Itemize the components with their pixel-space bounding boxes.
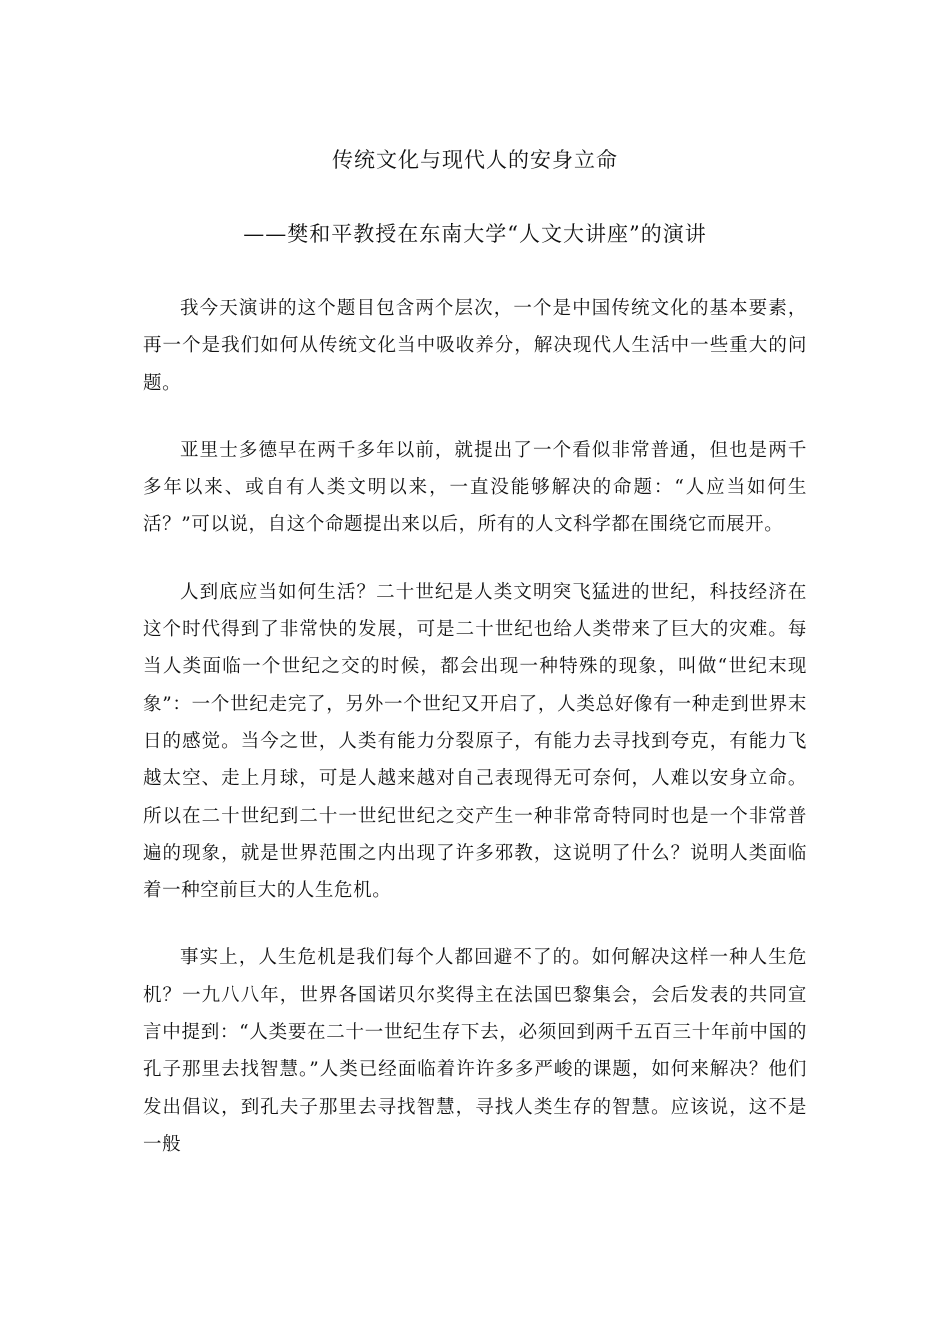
paragraph-1: 我今天演讲的这个题目包含两个层次，一个是中国传统文化的基本要素，再一个是我们如何从传统文化当中吸收养分，解决现代人生活中一些重大的问题。 [143,298,807,394]
paragraph-3: 人到底应当如何生活？二十世纪是人类文明突飞猛进的世纪，科技经济在这个时代得到了非常快的发展，可是二十世纪也给人类带来了巨大的灾难。每当人类面临一个世纪之交的时候，都会出现一种特殊的现象，叫做“世纪末现象”：一个世纪走完了，另外一个世纪又开启了，人类总好像有一种走到世界末日的感觉。当今之世，人类有能力分裂原子，有能力去寻找到夸克，有能力飞越太空、走上月球，可是人越来越对自己表现得无可奈何，人难以安身立命。所以在二十世纪到二十一世纪世纪之交产生一种非常奇特同时也是一个非常普遍的现象，就是世界范围之内出现了许多邪教，这说明了什么？说明人类面临着一种空前巨大的人生危机。 [143,581,807,902]
document-body [143,290,807,1193]
document-subtitle: ——樊和平教授在东南大学“人文大讲座”的演讲 [243,222,707,246]
paragraph-4: 事实上，人生危机是我们每个人都回避不了的。如何解决这样一种人生危机？一九八八年，世界各国诺贝尔奖得主在法国巴黎集会，会后发表的共同宣言中提到：“人类要在二十一世纪生存下去，必须回到两千五百三十年前中国的孔子那里去找智慧。”人类已经面临着许许多多严峻的课题，如何来解决？他们发出倡议，到孔夫子那里去寻找智慧，寻找人类生存的智慧。应该说，这不是一般 [143,947,807,1155]
paragraph-2: 亚里士多德早在两千多年以前，就提出了一个看似非常普通，但也是两千多年以来、或自有人类文明以来，一直没能够解决的命题：“人应当如何生活？”可以说，自这个命题提出来以后，所有的人文科学都在围绕它而展开。 [143,439,807,536]
document-title: 传统文化与现代人的安身立命 [332,148,618,172]
